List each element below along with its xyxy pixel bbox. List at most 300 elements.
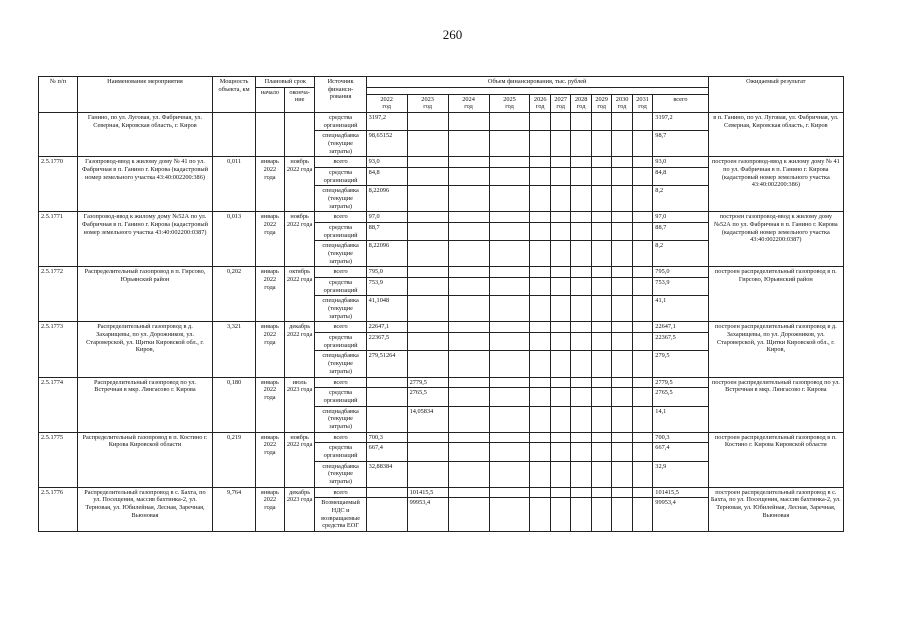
expected-result: построен газопровод-ввод к жилому дому №52А по ул. Фабричная в п. Ганино г. Кирова (кадастровый номер земельного участка 43:40:002200:0387) <box>708 212 843 267</box>
empty-year-cell <box>448 131 489 157</box>
measure-name: Распределительный газопровод в д. Захарищевы, по ул. Дорожников, ул. Староверской, ул. Щитки Кировской обл., г. Киров, <box>77 322 212 377</box>
empty-year-cell <box>489 278 530 296</box>
empty-year-cell <box>489 186 530 212</box>
empty-year-cell <box>591 406 611 432</box>
value-2022: 41,1048 <box>366 296 407 322</box>
page-number: 260 <box>442 27 463 42</box>
funding-source: всего <box>315 377 366 388</box>
value-2022: 3197,2 <box>366 113 407 131</box>
term-start: январь 2022 года <box>256 157 285 212</box>
empty-year-cell <box>632 443 652 461</box>
empty-year-cell <box>612 241 632 267</box>
funding-source: спецнадбавка (текущие затраты) <box>315 131 366 157</box>
header-capacity: Мощность объекта, км <box>213 77 256 113</box>
value-2023 <box>407 223 448 241</box>
empty-year-cell <box>489 443 530 461</box>
header-source: Источник финанси-рования <box>315 77 366 113</box>
empty-year-cell <box>591 443 611 461</box>
value-2023 <box>407 296 448 322</box>
row-number: 2.5.1770 <box>39 157 78 212</box>
measure-name: Распределительный газопровод в п. Гирсово, Юрьянский район <box>77 267 212 322</box>
capacity-value: 9,764 <box>213 487 256 531</box>
value-2022: 88,7 <box>366 223 407 241</box>
empty-year-cell <box>550 377 570 388</box>
funding-source: средства организаций <box>315 113 366 131</box>
empty-year-cell <box>530 113 550 131</box>
empty-year-cell <box>489 322 530 333</box>
header-volume: Объем финансирования, тыс. рублей <box>366 77 708 88</box>
value-2023 <box>407 157 448 168</box>
empty-year-cell <box>489 157 530 168</box>
term-start: январь 2022 года <box>256 267 285 322</box>
empty-year-cell <box>489 113 530 131</box>
empty-year-cell <box>591 388 611 406</box>
empty-year-cell <box>571 212 591 223</box>
empty-year-cell <box>530 168 550 186</box>
empty-year-cell <box>448 113 489 131</box>
empty-year-cell <box>571 432 591 443</box>
value-total: 41,1 <box>653 296 708 322</box>
table-row <box>39 157 844 168</box>
header-year-value: 2022 <box>380 95 393 103</box>
empty-year-cell <box>612 186 632 212</box>
value-2022: 98,65152 <box>366 131 407 157</box>
empty-year-cell <box>591 333 611 351</box>
empty-year-cell <box>448 322 489 333</box>
empty-year-cell <box>448 278 489 296</box>
empty-year-cell <box>530 487 550 498</box>
empty-year-cell <box>612 113 632 131</box>
empty-year-cell <box>571 461 591 487</box>
value-2022: 667,4 <box>366 443 407 461</box>
empty-year-cell <box>448 157 489 168</box>
funding-source: средства организаций <box>315 278 366 296</box>
value-2023 <box>407 131 448 157</box>
empty-year-cell <box>612 406 632 432</box>
value-total: 795,0 <box>653 267 708 278</box>
value-2022: 93,0 <box>366 157 407 168</box>
funding-source: спецнадбавка (текущие затраты) <box>315 351 366 377</box>
measure-name: Распределительный газопровод по ул. Встречная в мкр. Лянгасово г. Кирова <box>77 377 212 432</box>
empty-year-cell <box>591 241 611 267</box>
funding-source: средства организаций <box>315 388 366 406</box>
term-start: январь 2022 года <box>256 487 285 531</box>
header-year-unit: год <box>597 103 606 111</box>
table-row <box>39 113 844 131</box>
funding-source: спецнадбавка (текущие затраты) <box>315 461 366 487</box>
empty-year-cell <box>571 131 591 157</box>
empty-year-cell <box>571 351 591 377</box>
empty-year-cell <box>448 296 489 322</box>
empty-year-cell <box>612 388 632 406</box>
empty-year-cell <box>448 267 489 278</box>
value-2023: 14,05834 <box>407 406 448 432</box>
row-number: 2.5.1773 <box>39 322 78 377</box>
empty-year-cell <box>591 377 611 388</box>
empty-year-cell <box>591 498 611 532</box>
empty-year-cell <box>591 186 611 212</box>
funding-source: всего <box>315 157 366 168</box>
value-2022 <box>366 388 407 406</box>
empty-year-cell <box>448 432 489 443</box>
value-total: 8,2 <box>653 186 708 212</box>
empty-year-cell <box>550 432 570 443</box>
header-num: № п/п <box>39 77 78 113</box>
empty-year-cell <box>489 168 530 186</box>
empty-year-cell <box>489 377 530 388</box>
empty-year-cell <box>530 241 550 267</box>
capacity-value: 0,202 <box>213 267 256 322</box>
empty-year-cell <box>550 278 570 296</box>
capacity-value: 0,013 <box>213 212 256 267</box>
value-2022: 97,0 <box>366 212 407 223</box>
value-2023 <box>407 186 448 212</box>
empty-year-cell <box>550 223 570 241</box>
empty-year-cell <box>591 487 611 498</box>
empty-year-cell <box>571 113 591 131</box>
empty-year-cell <box>612 278 632 296</box>
empty-year-cell <box>448 168 489 186</box>
value-2022 <box>366 377 407 388</box>
header-year-unit: год <box>535 103 545 111</box>
empty-year-cell <box>632 461 652 487</box>
value-2023: 2779,5 <box>407 377 448 388</box>
header-year-2028 <box>571 94 591 112</box>
empty-year-cell <box>530 186 550 212</box>
empty-year-cell <box>550 157 570 168</box>
empty-year-cell <box>571 278 591 296</box>
value-2023: 101415,5 <box>407 487 448 498</box>
term-start: январь 2022 года <box>256 212 285 267</box>
header-volume-spacer <box>366 87 708 94</box>
empty-year-cell <box>448 498 489 532</box>
empty-year-cell <box>530 432 550 443</box>
empty-year-cell <box>591 278 611 296</box>
empty-year-cell <box>489 131 530 157</box>
empty-year-cell <box>530 296 550 322</box>
header-year-2026 <box>530 94 550 112</box>
expected-result: построен распределительный газопровод в с. Бахта, по ул. Посещения, массив бахтинка-2, ул. Терновая, ул. Юбилейная, Лесная, Заречная, Вьюновая <box>708 487 843 531</box>
value-total: 22367,5 <box>653 333 708 351</box>
empty-year-cell <box>612 322 632 333</box>
value-2022 <box>366 406 407 432</box>
term-end: ноябрь 2022 года <box>284 157 315 212</box>
value-total: 22647,1 <box>653 322 708 333</box>
value-2023 <box>407 461 448 487</box>
value-2023 <box>407 333 448 351</box>
empty-year-cell <box>530 388 550 406</box>
empty-year-cell <box>632 406 652 432</box>
value-2022: 279,51264 <box>366 351 407 377</box>
empty-year-cell <box>632 498 652 532</box>
financing-table <box>38 76 844 532</box>
empty-year-cell <box>612 168 632 186</box>
empty-year-cell <box>612 432 632 443</box>
empty-year-cell <box>632 333 652 351</box>
value-2022: 22367,5 <box>366 333 407 351</box>
empty-year-cell <box>632 487 652 498</box>
empty-year-cell <box>530 443 550 461</box>
value-2022: 84,8 <box>366 168 407 186</box>
empty-year-cell <box>530 461 550 487</box>
value-2022: 32,88384 <box>366 461 407 487</box>
value-2022 <box>366 487 407 498</box>
empty-year-cell <box>571 406 591 432</box>
value-total: 700,3 <box>653 432 708 443</box>
table-row <box>39 267 844 278</box>
empty-year-cell <box>612 498 632 532</box>
empty-year-cell <box>591 212 611 223</box>
empty-year-cell <box>550 406 570 432</box>
value-2023 <box>407 212 448 223</box>
empty-year-cell <box>632 278 652 296</box>
empty-year-cell <box>571 296 591 322</box>
expected-result: построен распределительный газопровод по ул. Встречная в мкр. Лянгасово г. Кирова <box>708 377 843 432</box>
value-2022: 8,22096 <box>366 186 407 212</box>
empty-year-cell <box>550 487 570 498</box>
empty-year-cell <box>530 223 550 241</box>
value-2023 <box>407 443 448 461</box>
header-year-2023 <box>407 94 448 112</box>
measure-name: Распределительный газопровод в п. Костино г. Кирова Кировской области <box>77 432 212 487</box>
header-year-value: 2030 <box>615 95 629 103</box>
capacity-value: 0,180 <box>213 377 256 432</box>
empty-year-cell <box>550 296 570 322</box>
empty-year-cell <box>591 461 611 487</box>
value-total: 8,2 <box>653 241 708 267</box>
header-term: Плановый срок <box>256 77 315 88</box>
empty-year-cell <box>612 461 632 487</box>
empty-year-cell <box>632 223 652 241</box>
value-total: 3197,2 <box>653 113 708 131</box>
empty-year-cell <box>591 432 611 443</box>
capacity-value: 0,219 <box>213 432 256 487</box>
funding-source: спецнадбавка (текущие затраты) <box>315 186 366 212</box>
empty-year-cell <box>530 157 550 168</box>
value-total: 98,7 <box>653 131 708 157</box>
empty-year-cell <box>632 296 652 322</box>
empty-year-cell <box>632 186 652 212</box>
empty-year-cell <box>489 333 530 351</box>
value-total: 93,0 <box>653 157 708 168</box>
empty-year-cell <box>530 406 550 432</box>
empty-year-cell <box>632 113 652 131</box>
empty-year-cell <box>448 241 489 267</box>
empty-year-cell <box>448 406 489 432</box>
value-2022: 700,3 <box>366 432 407 443</box>
expected-result: построен распределительный газопровод в п. Гирсово, Юрьянский район <box>708 267 843 322</box>
measure-name: Ганино, по ул. Луговая, ул. Фабричная, ул. Северная, Кировская область, г. Киров <box>77 113 212 157</box>
value-total: 2765,5 <box>653 388 708 406</box>
value-2023: 99953,4 <box>407 498 448 532</box>
empty-year-cell <box>571 498 591 532</box>
empty-year-cell <box>530 498 550 532</box>
header-term-end: оконча-ние <box>284 87 315 112</box>
empty-year-cell <box>550 333 570 351</box>
value-2022 <box>366 498 407 532</box>
empty-year-cell <box>550 351 570 377</box>
value-total: 84,8 <box>653 168 708 186</box>
empty-year-cell <box>448 351 489 377</box>
header-year-unit: год <box>464 103 473 111</box>
empty-year-cell <box>571 223 591 241</box>
empty-year-cell <box>632 322 652 333</box>
empty-year-cell <box>591 296 611 322</box>
empty-year-cell <box>489 498 530 532</box>
funding-source: всего <box>315 212 366 223</box>
capacity-value: 3,321 <box>213 322 256 377</box>
header-total: всего <box>653 94 708 112</box>
header-year-value: 2029 <box>595 95 608 103</box>
empty-year-cell <box>612 131 632 157</box>
empty-year-cell <box>489 267 530 278</box>
expected-result: в п. Ганино, по ул. Луговая, ул. Фабричная, ул. Северная, Кировская область, г. Киров <box>708 113 843 157</box>
empty-year-cell <box>632 168 652 186</box>
empty-year-cell <box>612 333 632 351</box>
value-total: 667,4 <box>653 443 708 461</box>
header-year-2024 <box>448 94 489 112</box>
empty-year-cell <box>550 461 570 487</box>
expected-result: построен газопровод-ввод к жилому дому № 41 по ул. Фабричная в п. Ганино г. Кирова (кадастровый номер земельного участка 43:40:002200:386) <box>708 157 843 212</box>
empty-year-cell <box>591 131 611 157</box>
header-year-value: 2025 <box>503 95 516 103</box>
empty-year-cell <box>489 432 530 443</box>
term-end <box>284 113 315 157</box>
table-row <box>39 487 844 498</box>
header-year-value: 2026 <box>533 95 547 103</box>
funding-source: средства организаций <box>315 223 366 241</box>
value-total: 279,5 <box>653 351 708 377</box>
empty-year-cell <box>550 131 570 157</box>
empty-year-cell <box>591 168 611 186</box>
value-total: 753,9 <box>653 278 708 296</box>
funding-source: средства организаций <box>315 443 366 461</box>
empty-year-cell <box>612 212 632 223</box>
empty-year-cell <box>550 113 570 131</box>
header-year-unit: год <box>505 103 514 111</box>
header-year-2027 <box>550 94 570 112</box>
table-row <box>39 212 844 223</box>
measure-name: Газопровод-ввод к жилому дому №52А по ул. Фабричная в п. Ганино г. Кирова (кадастровый номер земельного участка 43:40:002200:0387) <box>77 212 212 267</box>
table-body <box>39 113 844 532</box>
empty-year-cell <box>489 406 530 432</box>
row-number: 2.5.1772 <box>39 267 78 322</box>
empty-year-cell <box>530 267 550 278</box>
empty-year-cell <box>591 267 611 278</box>
capacity-value <box>213 113 256 157</box>
empty-year-cell <box>632 212 652 223</box>
header-year-2029 <box>591 94 611 112</box>
empty-year-cell <box>571 333 591 351</box>
empty-year-cell <box>550 388 570 406</box>
row-number: 2.5.1775 <box>39 432 78 487</box>
table-row <box>39 377 844 388</box>
row-number: 2.5.1776 <box>39 487 78 531</box>
header-year-unit: год <box>617 103 627 111</box>
empty-year-cell <box>530 333 550 351</box>
empty-year-cell <box>612 351 632 377</box>
header-result: Ожидаемый результат <box>708 77 843 113</box>
term-start: январь 2022 года <box>256 377 285 432</box>
empty-year-cell <box>571 377 591 388</box>
funding-source: спецнадбавка (текущие затраты) <box>315 296 366 322</box>
empty-year-cell <box>550 241 570 267</box>
funding-source: средства организаций <box>315 168 366 186</box>
empty-year-cell <box>530 131 550 157</box>
empty-year-cell <box>550 168 570 186</box>
empty-year-cell <box>612 443 632 461</box>
header-year-2025 <box>489 94 530 112</box>
empty-year-cell <box>632 267 652 278</box>
header-term-start: начало <box>256 87 285 112</box>
empty-year-cell <box>530 278 550 296</box>
value-2023 <box>407 113 448 131</box>
empty-year-cell <box>489 212 530 223</box>
empty-year-cell <box>632 377 652 388</box>
empty-year-cell <box>448 377 489 388</box>
header-year-2022 <box>366 94 407 112</box>
empty-year-cell <box>448 186 489 212</box>
header-year-value: 2031 <box>636 95 649 103</box>
header-year-unit: год <box>556 103 565 111</box>
empty-year-cell <box>448 487 489 498</box>
header-year-value: 2024 <box>462 95 475 103</box>
term-end: ноябрь 2022 года <box>284 212 315 267</box>
empty-year-cell <box>612 157 632 168</box>
value-2023 <box>407 322 448 333</box>
empty-year-cell <box>571 186 591 212</box>
value-2023 <box>407 432 448 443</box>
value-total: 101415,5 <box>653 487 708 498</box>
empty-year-cell <box>571 241 591 267</box>
funding-source: средства организаций <box>315 333 366 351</box>
empty-year-cell <box>591 322 611 333</box>
funding-source: Возмещаемый НДС и возвращаемые средства ЕОГ <box>315 498 366 532</box>
expected-result: построен распределительный газопровод в п. Костино г. Кирова Кировской области <box>708 432 843 487</box>
empty-year-cell <box>612 296 632 322</box>
value-2022: 22647,1 <box>366 322 407 333</box>
empty-year-cell <box>632 432 652 443</box>
empty-year-cell <box>612 267 632 278</box>
term-end: декабрь 2023 года <box>284 487 315 531</box>
empty-year-cell <box>530 351 550 377</box>
empty-year-cell <box>448 443 489 461</box>
value-total: 88,7 <box>653 223 708 241</box>
empty-year-cell <box>571 157 591 168</box>
table-row <box>39 322 844 333</box>
empty-year-cell <box>591 113 611 131</box>
empty-year-cell <box>489 351 530 377</box>
empty-year-cell <box>530 322 550 333</box>
funding-source: всего <box>315 487 366 498</box>
table-row <box>39 432 844 443</box>
value-total: 2779,5 <box>653 377 708 388</box>
funding-source: всего <box>315 322 366 333</box>
empty-year-cell <box>489 223 530 241</box>
empty-year-cell <box>448 461 489 487</box>
value-total: 97,0 <box>653 212 708 223</box>
funding-source: всего <box>315 432 366 443</box>
value-2022: 8,22096 <box>366 241 407 267</box>
funding-source: спецнадбавка (текущие затраты) <box>315 406 366 432</box>
empty-year-cell <box>489 241 530 267</box>
value-total: 32,9 <box>653 461 708 487</box>
term-start: январь 2022 года <box>256 322 285 377</box>
empty-year-cell <box>632 351 652 377</box>
funding-source: всего <box>315 267 366 278</box>
value-2023 <box>407 351 448 377</box>
header-year-value: 2027 <box>554 95 567 103</box>
